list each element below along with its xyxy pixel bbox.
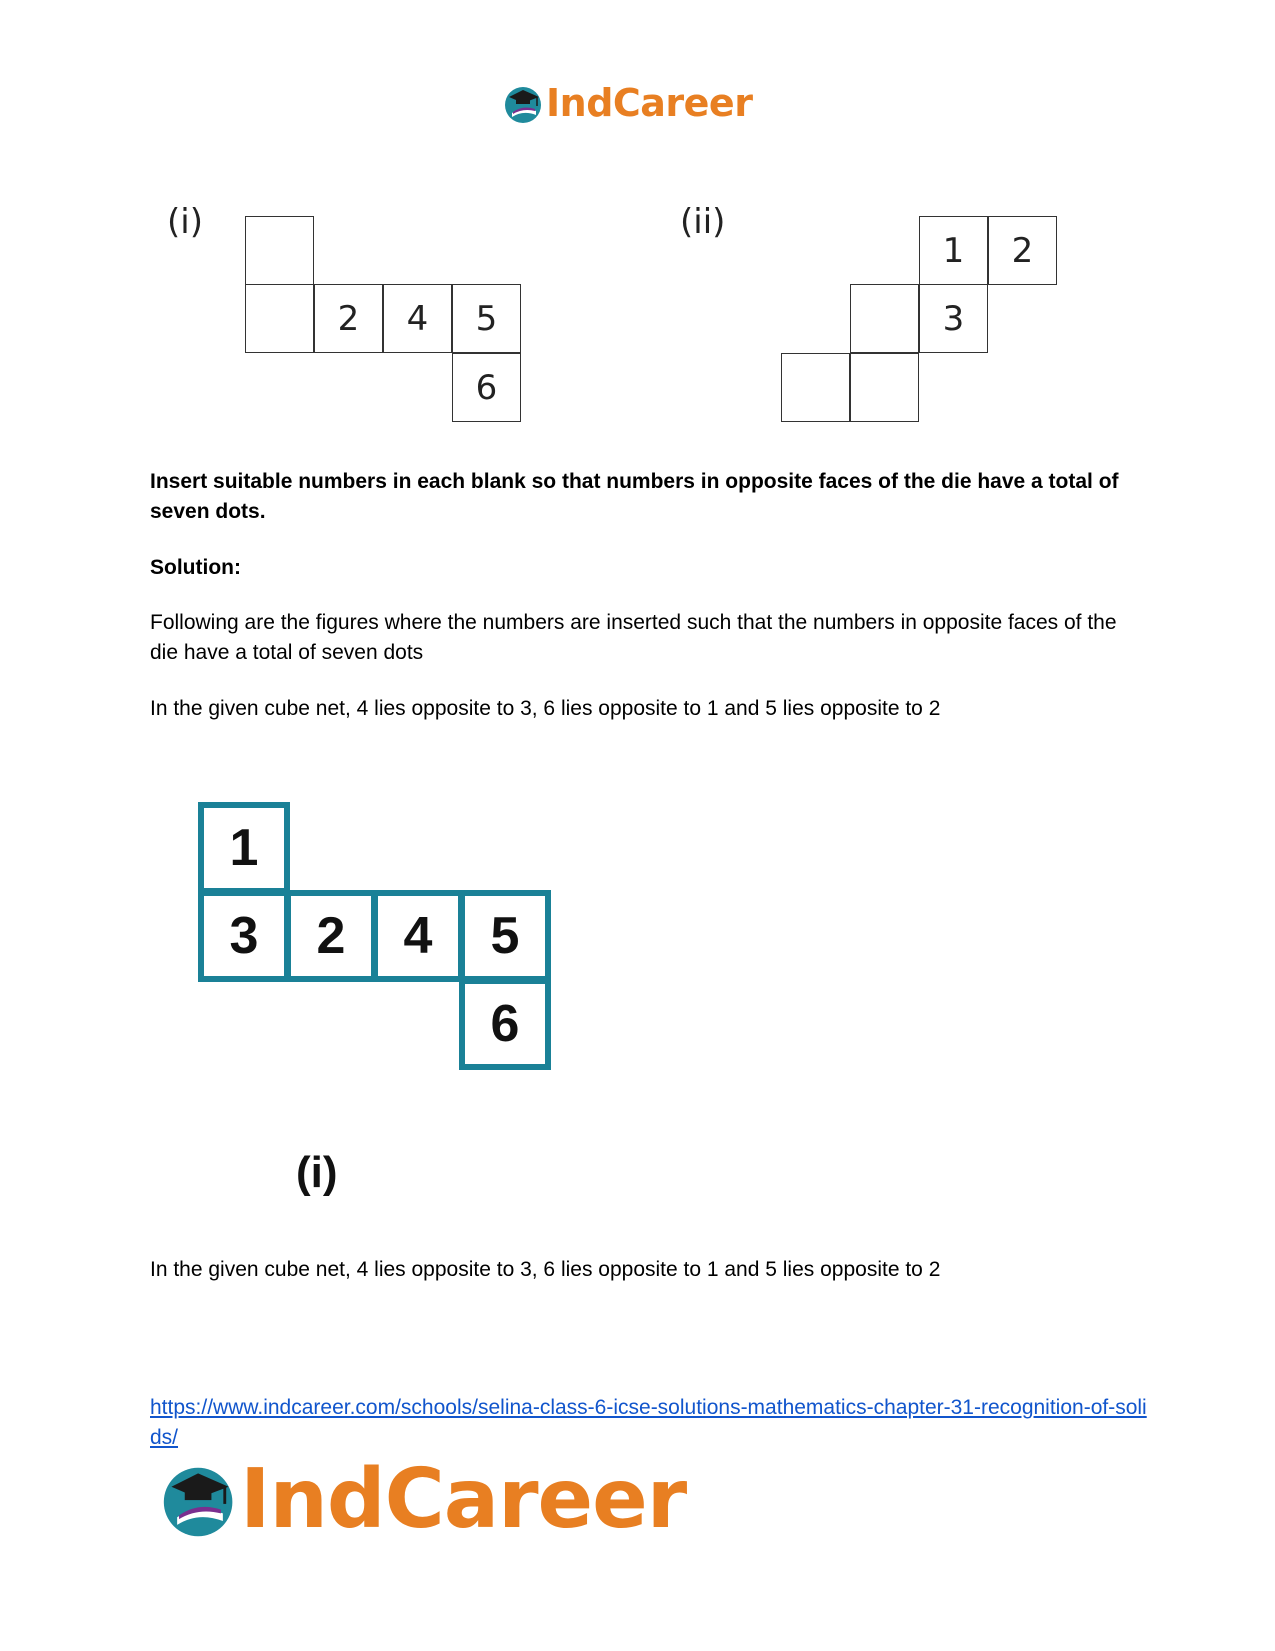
- solution-paragraph: In the given cube net, 4 lies opposite to 3, 6 lies opposite to 1 and 5 lies opposite to 2: [150, 1258, 941, 1281]
- source-link[interactable]: https://www.indcareer.com/schools/selina-class-6-icse-solutions-mathematics-chapter-31-recognition-of-solids/: [150, 1396, 1147, 1449]
- net-cell: 1: [198, 802, 290, 894]
- graduation-cap-icon: [160, 1462, 240, 1542]
- logo-text: IndCareer: [546, 81, 753, 125]
- header-logo: [503, 80, 783, 130]
- net-cell: [850, 284, 919, 353]
- net-cell: 1: [919, 216, 988, 285]
- solution-paragraph: In the given cube net, 4 lies opposite to 3, 6 lies opposite to 1 and 5 lies opposite to 2: [150, 697, 941, 720]
- net-cell: 5: [459, 890, 551, 982]
- net-cell: 6: [452, 353, 521, 422]
- net-cell: [781, 353, 850, 422]
- figure-label: (ii): [680, 202, 726, 242]
- net-cell: 2: [314, 284, 383, 353]
- figure-label: (i): [296, 1148, 338, 1197]
- net-cell: 2: [285, 890, 377, 982]
- net-cell: 4: [383, 284, 452, 353]
- graduation-cap-icon: [503, 84, 545, 126]
- solution-paragraph: Following are the figures where the numbers are inserted such that the numbers in opposite faces of the die have a total of seven dots: [150, 611, 1117, 664]
- logo-text: IndCareer: [240, 1452, 687, 1547]
- solution-heading: Solution:: [150, 556, 241, 579]
- question-text: Insert suitable numbers in each blank so that numbers in opposite faces of the die have a total of seven dots.: [150, 470, 1119, 523]
- net-cell: 5: [452, 284, 521, 353]
- net-cell: 4: [372, 890, 464, 982]
- net-cell: 3: [919, 284, 988, 353]
- net-cell: [245, 216, 314, 285]
- net-cell: 2: [988, 216, 1057, 285]
- net-cell: [245, 284, 314, 353]
- footer-logo: [160, 1452, 700, 1550]
- figure-label: (i): [167, 202, 203, 242]
- net-cell: 3: [198, 890, 290, 982]
- net-cell: 6: [459, 978, 551, 1070]
- net-cell: [850, 353, 919, 422]
